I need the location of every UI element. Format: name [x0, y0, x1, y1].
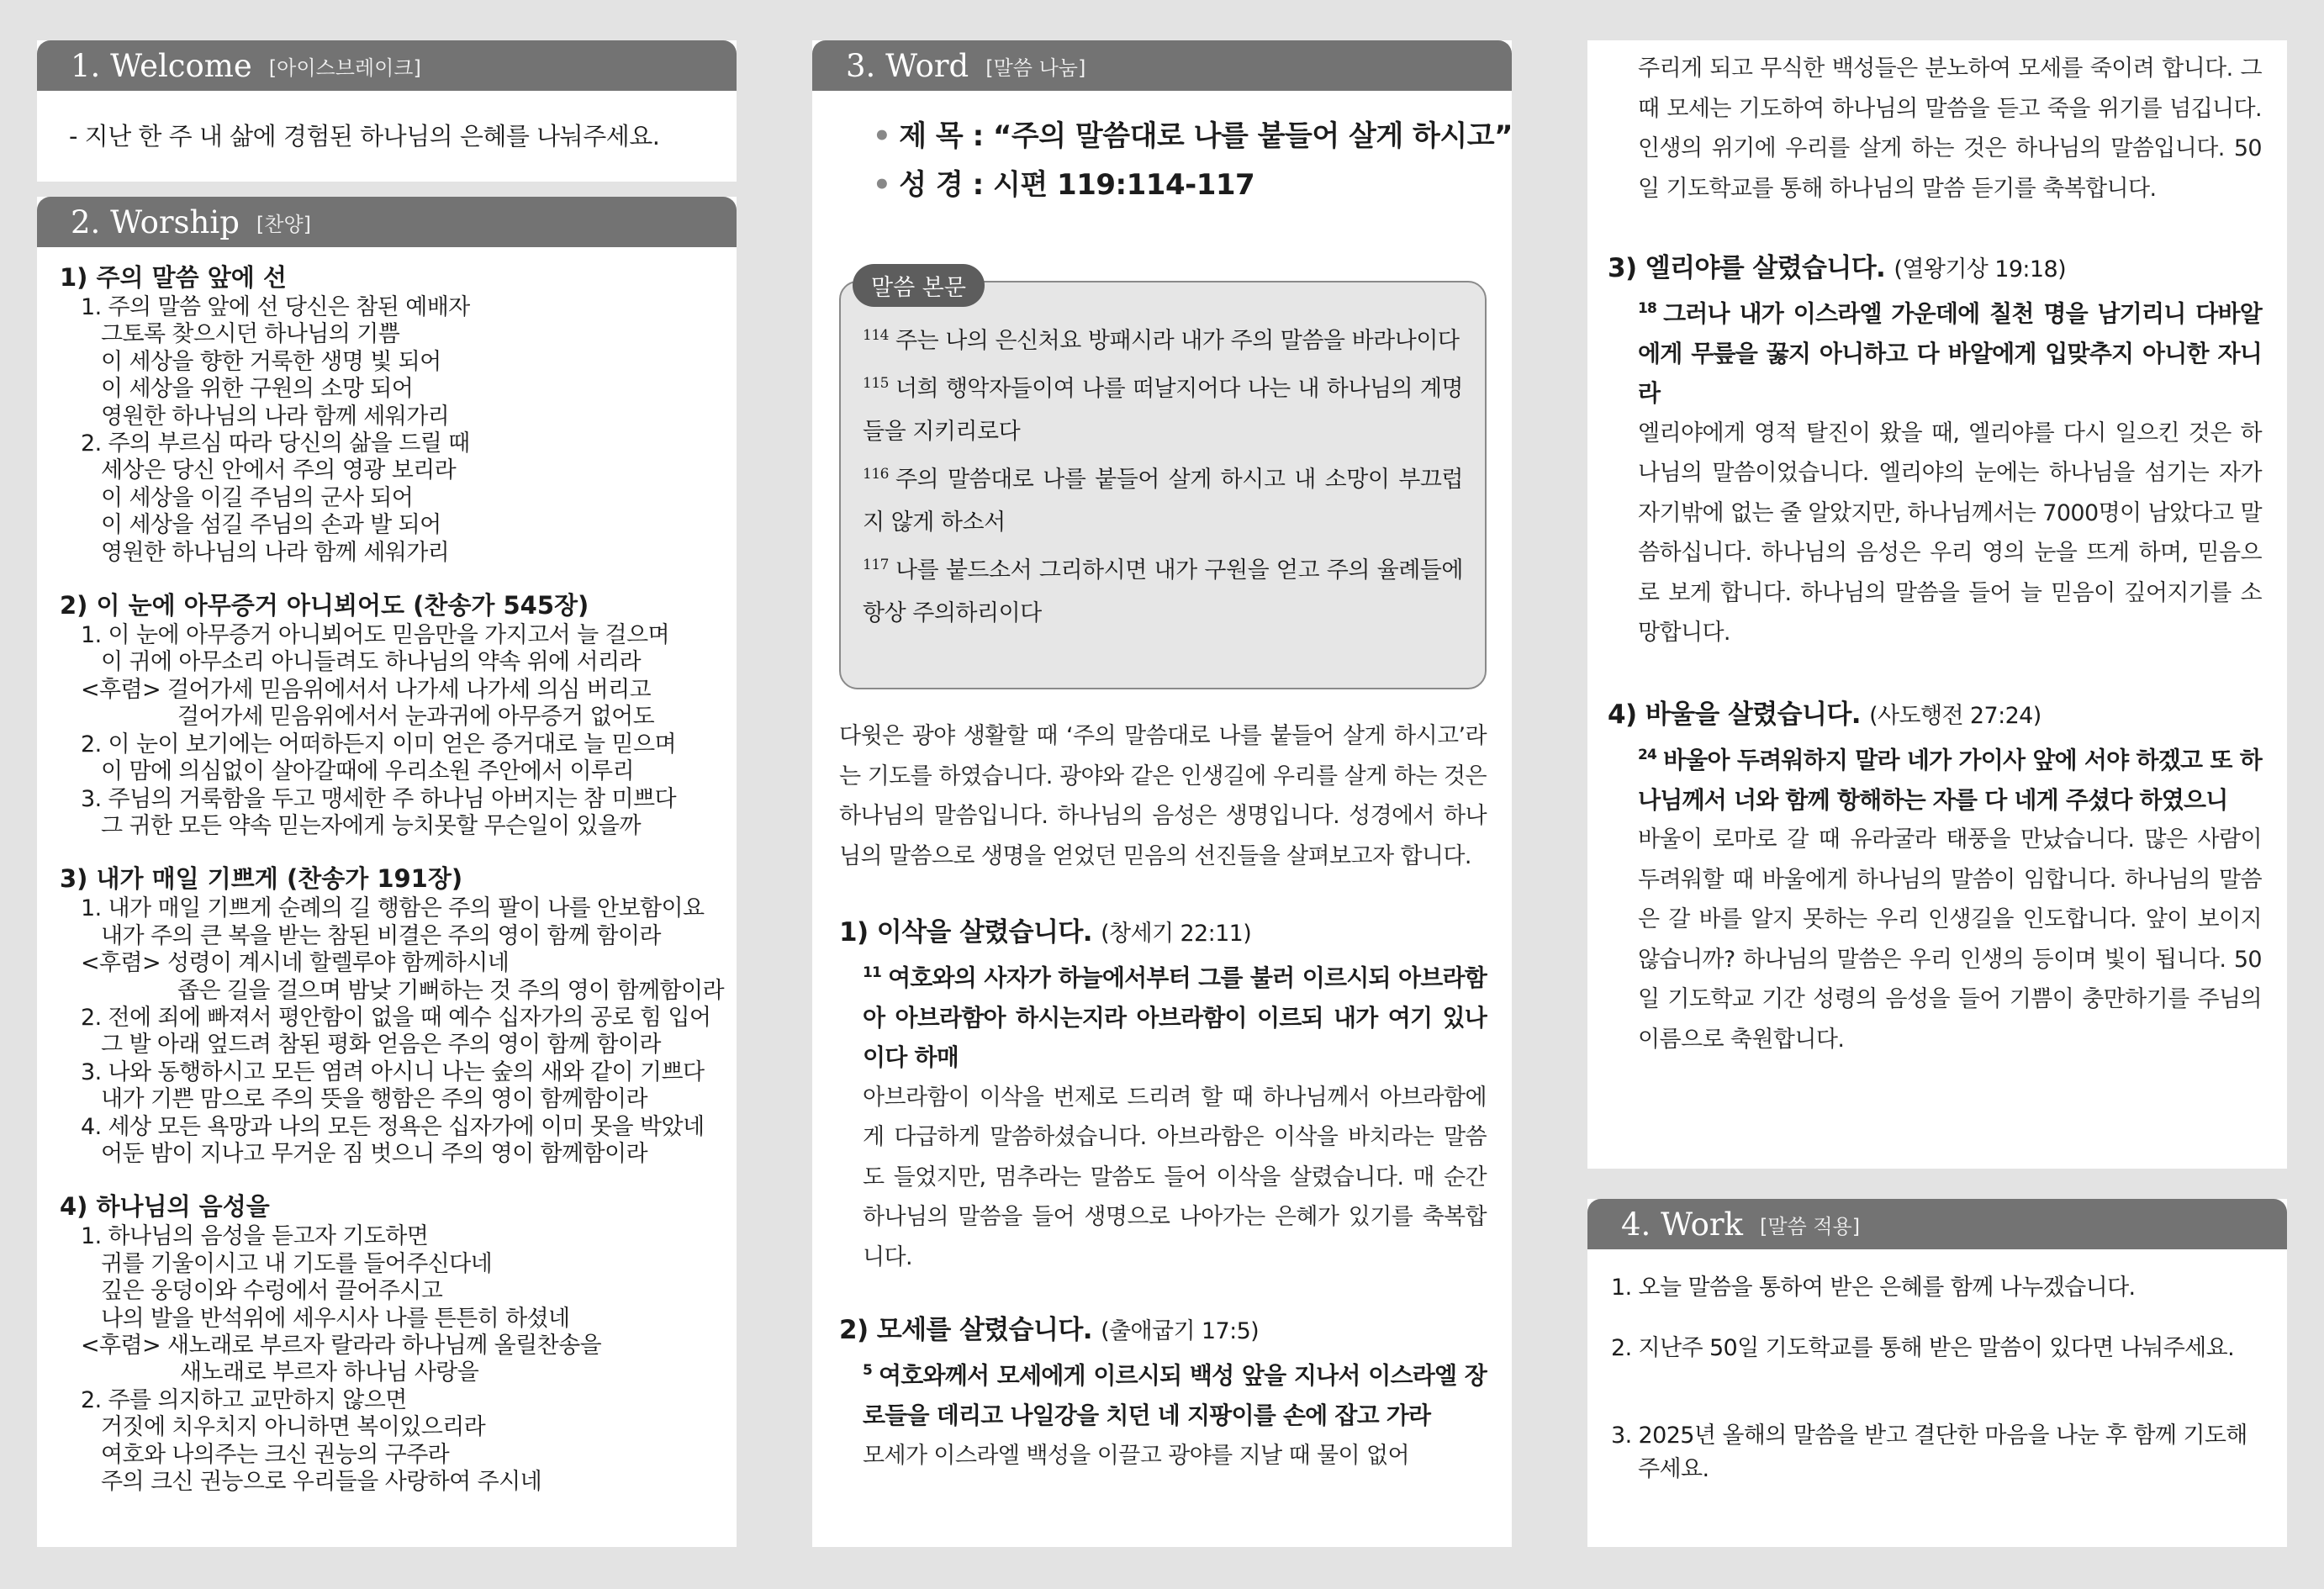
song-line: 이 세상을 섬길 주님의 손과 발 되어	[101, 512, 441, 539]
point-heading: 1) 이삭을 살렸습니다. (창세기 22:11)	[839, 917, 1252, 948]
work-panel	[1587, 1199, 2287, 1547]
welcome-title: 1. Welcome	[71, 47, 252, 84]
song-line: 2. 전에 죄에 빠져서 평안함이 없을 때 예수 십자가의 공로 힘 입어	[81, 1004, 711, 1031]
word-title: 3. Word	[846, 47, 969, 84]
song-line: 어둔 밤이 지나고 무거운 짐 벗으니 주의 영이 함께함이라	[101, 1140, 647, 1167]
song-line: 그토록 찾으시던 하나님의 기쁨	[101, 321, 400, 348]
word-meta	[812, 112, 1512, 209]
song-chorus-line: <후렴> 걸어가세 믿음위에서서 나가세 나가세 의심 버리고	[81, 676, 652, 703]
scripture-tag: 말씀 본문	[853, 264, 985, 307]
sermon-intro: 다윗은 광야 생활할 때 ‘주의 말씀대로 나를 붙들어 살게 하시고’라는 기도를 하였습니다. 광야와 같은 인생길에 우리를 살게 하는 것은 하나님의 말씀입니다. 하나님의 음성은 생명입니다. 성경에서 하나님의 말씀으로 생명을 얻었던 믿음의 선진들을 살펴보고자 합니다.	[839, 723, 1487, 869]
song-line: 세상은 당신 안에서 주의 영광 보리라	[101, 457, 457, 484]
worship-subtitle: [찬양]	[256, 212, 311, 236]
word-subtitle: [말씀 나눔]	[985, 55, 1086, 80]
point-heading: 3) 엘리야를 살렸습니다. (열왕기상 19:18)	[1608, 253, 2067, 283]
welcome-panel	[37, 40, 737, 182]
song-line: 걸어가세 믿음위에서서 눈과귀에 아무증거 없어도	[177, 704, 655, 731]
welcome-text: - 지난 한 주 내 삶에 경험된 하나님의 은혜를 나눠주세요.	[69, 122, 660, 150]
song-line: 내가 주의 큰 복을 받는 참된 비결은 주의 영이 함께 함이라	[101, 922, 661, 949]
song-line: 이 세상을 위한 구원의 소망 되어	[101, 376, 414, 403]
welcome-subtitle: [아이스브레이크]	[268, 55, 421, 80]
sermon-topic: • 제 목 : “주의 말씀대로 나를 붙들어 살게 하시고”	[873, 119, 1513, 153]
song-line: 2. 주의 부르심 따라 당신의 삶을 드릴 때	[81, 430, 470, 457]
sermon-scripture: • 성 경 : 시편 119:114-117	[873, 168, 1255, 202]
point-quote: $^{11}$ 여호와의 사자가 하늘에서부터 그를 불러 이르시되 아브라함아 아브라함아 하시는지라 아브라함이 이르되 내가 여기 있나이다 하매	[863, 963, 1487, 1072]
song-line: 1. 주의 말씀 앞에 선 당신은 참된 예배자	[81, 294, 470, 320]
work-list	[1587, 1271, 2287, 1486]
song-4	[60, 1190, 737, 1496]
point-body: 모세가 이스라엘 백성을 이끌고 광야를 지날 때 물이 없어	[863, 1442, 1409, 1469]
song-line: 좁은 길을 걸으며 밤낮 기뻐하는 것 주의 영이 함께함이라	[177, 977, 724, 1004]
song-title: 1) 주의 말씀 앞에 선	[60, 263, 287, 292]
song-line: 3. 나와 동행하시고 모든 염려 아시니 나는 숲의 새와 같이 기쁘다	[81, 1058, 705, 1085]
song-3	[60, 862, 737, 1168]
song-line: 3. 주님의 거룩함을 두고 맹세한 주 하나님 아버지는 참 미쁘다	[81, 785, 676, 812]
song-title: 4) 하나님의 음성을	[60, 1192, 270, 1222]
song-line: 2. 이 눈이 보기에는 어떠하든지 이미 얻은 증거대로 늘 믿으며	[81, 731, 676, 758]
song-line: 그 발 아래 엎드려 참된 평화 얻음은 주의 영이 함께 함이라	[101, 1032, 661, 1058]
song-line: 1. 이 눈에 아무증거 아니뵈어도 믿음만을 가지고서 늘 걸으며	[81, 622, 669, 649]
song-chorus-line: <후렴> 새노래로 부르자 랄라라 하나님께 올릴찬송을	[81, 1333, 602, 1359]
song-line: 이 세상을 향한 거룩한 생명 빛 되어	[101, 348, 441, 375]
point-body-continued: 주리게 되고 무식한 백성들은 분노하여 모세를 죽이려 합니다. 그때 모세는 기도하여 하나님의 말씀을 듣고 죽을 위기를 넘깁니다. 인생의 위기에 우리를 살게 하는 것은 하나님의 말씀입니다. 50일 기도학교를 통해 하나님의 말씀 듣기를 축복합니다.	[1638, 55, 2262, 202]
work-header	[1587, 1199, 2287, 1249]
scripture-verse: $^{116}$ 주의 말씀대로 나를 붙들어 살게 하시고 내 소망이 부끄럽지 않게 하소서	[863, 466, 1463, 536]
song-line: 4. 세상 모든 욕망과 나의 모든 정욕은 십자가에 이미 못을 박았네	[81, 1113, 705, 1140]
song-line: 새노래로 부르자 하나님 사랑을	[180, 1359, 479, 1386]
song-line: 2. 주를 의지하고 교만하지 않으면	[81, 1386, 407, 1413]
welcome-header	[37, 40, 737, 91]
scripture-verse: $^{115}$ 너희 행악자들이여 나를 떠날지어다 나는 내 하나님의 계명들을 지키리로다	[863, 375, 1463, 445]
song-line: 영원한 하나님의 나라 함께 세워가리	[101, 403, 450, 430]
song-line: 귀를 기울이시고 내 기도를 들어주신다네	[101, 1250, 493, 1277]
point-quote: $^{24}$ 바울아 두려워하지 말라 네가 가이사 앞에 서야 하겠고 또 하나님께서 너와 함께 항해하는 자를 다 네게 주셨다 하였으니	[1638, 746, 2262, 814]
song-line: 1. 내가 매일 기쁘게 순례의 길 행함은 주의 팔이 나를 안보함이요	[81, 895, 705, 922]
point-body: 바울이 로마로 갈 때 유라굴라 태풍을 만났습니다. 많은 사람이 두려워할 때 바울에게 하나님의 말씀이 임합니다. 하나님의 말씀은 갈 바를 알지 못하는 우리 인생길을 인도합니다. 앞이 보이지 않습니까? 하나님의 말씀은 우리 인생의 등이며 빛이 됩니다. 50일 기도학교 기간 성령의 음성을 들어 기쁨이 충만하기를 주님의 이름으로 축원합니다.	[1638, 826, 2262, 1053]
work-item: 1. 오늘 말씀을 통하여 받은 은혜를 함께 나누겠습니다.	[1611, 1275, 2136, 1301]
song-line: 이 세상을 이길 주님의 군사 되어	[101, 484, 414, 511]
point-body: 엘리야에게 영적 탈진이 왔을 때, 엘리야를 다시 일으킨 것은 하나님의 말씀이었습니다. 엘리야의 눈에는 하나님을 섬기는 자가 자기밖에 없는 줄 알았지만, 하나님께서는 7000명이 남았다고 말씀하십니다. 하나님의 음성은 우리 영의 눈을 뜨게 하며, 믿음으로 보게 합니다. 하나님의 말씀을 들어 늘 믿음이 깊어지기를 소망합니다.	[1638, 420, 2262, 647]
work-item: 3. 2025년 올해의 말씀을 받고 결단한 마음을 나눈 후 함께 기도해 주세요.	[1611, 1423, 2247, 1482]
point-heading: 2) 모세를 살렸습니다. (출애굽기 17:5)	[839, 1315, 1260, 1346]
song-line: 나의 발을 반석위에 세우시사 나를 튼튼히 하셨네	[101, 1305, 570, 1332]
song-title: 2) 이 눈에 아무증거 아니뵈어도 (찬송가 545장)	[60, 591, 589, 620]
song-1	[60, 261, 737, 567]
song-line: 이 귀에 아무소리 아니들려도 하나님의 약속 위에 서리라	[101, 649, 641, 676]
song-line: 그 귀한 모든 약속 믿는자에게 능치못할 무슨일이 있을까	[101, 812, 641, 839]
song-2	[60, 589, 737, 840]
song-chorus-line: <후렴> 성령이 계시네 할렐루야 함께하시네	[81, 950, 510, 977]
song-line: 깊은 웅덩이와 수렁에서 끌어주시고	[101, 1278, 443, 1305]
song-line: 내가 기쁜 맘으로 주의 뜻을 행함은 주의 영이 함께함이라	[101, 1086, 647, 1113]
worship-panel	[37, 197, 737, 1547]
point-quote: $^5$ 여호와께서 모세에게 이르시되 백성 앞을 지나서 이스라엘 장로들을 데리고 나일강을 치던 네 지팡이를 손에 잡고 가라	[863, 1361, 1487, 1430]
work-subtitle: [말씀 적용]	[1759, 1214, 1861, 1238]
song-line: 이 맘에 의심없이 살아갈때에 우리소원 주안에서 이루리	[101, 758, 634, 785]
scripture-box	[839, 275, 1487, 689]
worship-title: 2. Worship	[71, 203, 240, 240]
point-heading: 4) 바울을 살렸습니다. (사도행전 27:24)	[1608, 699, 2041, 730]
song-line: 1. 하나님의 음성을 듣고자 기도하면	[81, 1223, 429, 1250]
song-line: 영원한 하나님의 나라 함께 세워가리	[101, 539, 450, 566]
song-line: 여호와 나의주는 크신 권능의 구주라	[101, 1441, 450, 1468]
song-line: 거짓에 치우치지 아니하면 복이있으리라	[101, 1414, 486, 1441]
work-item: 2. 지난주 50일 기도학교를 통해 받은 말씀이 있다면 나눠주세요.	[1611, 1335, 2235, 1361]
worship-header	[37, 197, 737, 247]
scripture-verse: $^{114}$ 주는 나의 은신처요 방패시라 내가 주의 말씀을 바라나이다	[863, 327, 1460, 354]
word-continued-panel	[1587, 40, 2287, 1169]
scripture-verse: $^{117}$ 나를 붙드소서 그리하시면 내가 구원을 얻고 주의 율례들에 항상 주의하리이다	[863, 557, 1463, 626]
word-body	[812, 716, 1512, 1476]
work-title: 4. Work	[1621, 1206, 1743, 1243]
point-quote: $^{18}$ 그러나 내가 이스라엘 가운데에 칠천 명을 남기리니 다바알에게 무릎을 꿇지 아니하고 다 바알에게 입맞추지 아니한 자니라	[1638, 299, 2262, 408]
song-line: 주의 크신 권능으로 우리들을 사랑하여 주시네	[101, 1469, 542, 1496]
point-body: 아브라함이 이삭을 번제로 드리려 할 때 하나님께서 아브라함에게 다급하게 말씀하셨습니다. 아브라함은 이삭을 바치라는 말씀도 들었지만, 멈추라는 말씀도 들어 이삭을 살렸습니다. 매 순간 하나님의 말씀을 들어 생명으로 나아가는 은혜가 있기를 축복합니다.	[863, 1084, 1487, 1270]
song-list	[37, 261, 737, 1518]
word-panel	[812, 40, 1512, 1547]
word-continued-body	[1587, 49, 2287, 1059]
song-title: 3) 내가 매일 기쁘게 (찬송가 191장)	[60, 864, 463, 894]
word-header	[812, 40, 1512, 91]
